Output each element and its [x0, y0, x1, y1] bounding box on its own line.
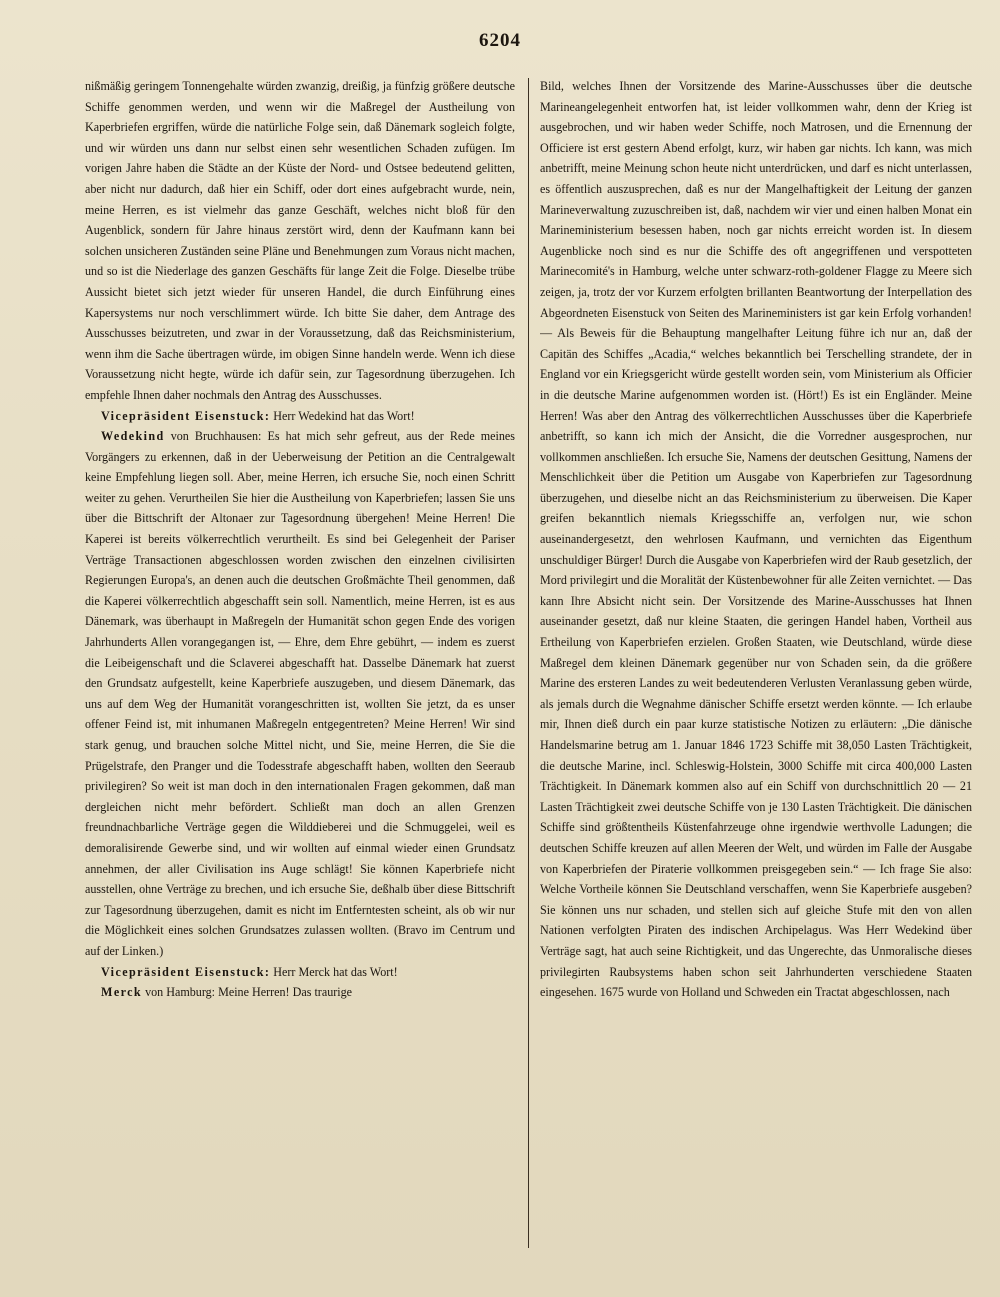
paragraph-text: Herr Wedekind hat das Wort!	[273, 408, 415, 423]
paragraph-text: nißmäßig geringem Tonnengehalte würden zwanzig, dreißig, ja fünfzig größere deutsche Schiffe genommen werden, und wenn wir die Maßregel der Austheilung von Kaperbriefen ergriffen, würde die natürliche Folge sein, daß Dänemark sogleich folgte, und wir würden uns dann nur selbst einen sehr wesentlichen Schaden zufügen. Im vorigen Jahre haben die Städte an der Küste der Nord- und Ostsee bedeutend gelitten, aber nicht nur dadurch, daß hier ein Schiff, oder dort eines aufgebracht wurde, nein, meine Herren, es ist vielmehr das ganze Geschäft, welches nicht bloß für den Augenblick, sondern für Jahre hinaus zerstört wird, denn der Kaufmann kann bei solchen unsicheren Zuständen seine Pläne und Benehmungen zum Voraus nicht machen, und so ist die Niederlage des ganzen Geschäfts für lange Zeit die Folge. Dieselbe trübe Aussicht bietet sich jetzt wieder für unseren Handel, die durch Einführung eines Kapersystems nur noch verschlimmert würde. Ich bitte Sie daher, dem Antrage des Ausschusses beizutreten, und zwar in der Voraussetzung, daß das Reichsministerium, wenn ihm die Sache übertragen würde, im obigen Sinne handeln werde. Wenn ich diese Voraussetzung nicht hegte, würde ich dafür sein, zur Tagesordnung überzugehen. Ich empfehle Ihnen daher nochmals den Antrag des Ausschusses.	[85, 79, 515, 402]
speaker-name: Merck	[101, 985, 143, 1000]
paragraph	[85, 426, 515, 961]
paragraph	[85, 76, 515, 406]
paragraph-text: Bild, welches Ihnen der Vorsitzende des Marine-Ausschusses über die deutsche Marineangelegenheit entworfen hat, ist leider vollkommen wahr, denn der Krieg ist ausgebrochen, und wir haben weder Schiffe, noch Matrosen, und die Ernennung der Officiere ist erst gestern Abend erfolgt, kurz, wir haben gar nichts. Ich kann, was mich anbetrifft, meine Meinung schon heute nicht unterdrücken, und darf es nicht unterlassen, es öffentlich auszusprechen, daß es nur der Mangelhaftigkeit der Leitung der ganzen Marineverwaltung zuzuschreiben ist, daß, nachdem wir vier und einen halben Monat ein Marineministerium besessen haben, noch gar nichts erreicht worden ist. In diesem Augenblicke noch sind es nur die Schiffe des oft angegriffenen und verspotteten Marinecomité's in Hamburg, welche unter schwarz-roth-goldener Flagge zu Meere sich zeigen, ja, trotz der vor Kurzem erfolgten brillanten Beantwortung der Interpellation des Abgeordneten Eisenstuck von Seiten des Marineministers ist gar kein Erfolg vorhanden! — Als Beweis für die Behauptung mangelhafter Leitung führe ich nur an, daß der Capitän des Schiffes „Acadia,“ welches bekanntlich bei Terschelling strandete, der in England vor ein Kriegsgericht würde gestellt worden sein, vom Ministerium als Officier in die deutsche Marine aufgenommen worden ist. (Hört!) Es ist ein Engländer. Meine Herren! Was aber den Antrag des völkerrechtlichen Ausschusses über die Kaperbriefe anbetrifft, so kann ich mich der Ansicht, die die Vorredner ausgesprochen, nur vollkommen anschließen. Ich ersuche Sie, Namens der deutschen Gesittung, Namens der Menschlichkeit über die Petition um Ausgabe von Kaperbriefen zur Tagesordnung überzugehen, und dieselbe nicht an das Reichsministerium zu überweisen. Die Kaper greifen bekanntlich niemals Kriegsschiffe an, verfolgen nur, wie schon auseinandergesetzt, den wehrlosen Kaufmann, und vernichten das Eigenthum unschuldiger Bürger! Durch die Ausgabe von Kaperbriefen wird der Raub gesetzlich, der Mord privilegirt und die Moralität der Küstenbewohner für alle Zeiten vernichtet. — Das kann Ihre Absicht nicht sein. Der Vorsitzende des Marine-Ausschusses hat Ihnen auseinander gesetzt, daß nur kleine Staaten, die geringen Handel haben, Vortheil aus Ertheilung von Kaperbriefen erzielen. Großen Staaten, wie Deutschland, würde diese Maßregel dem kleinen Dänemark gegenüber nur von Schaden sein, da die größere Marine des ersteren Landes zu weit bedeutenderen Verlusten Veranlassung geben würde, als jemals durch die Wegnahme dänischer Schiffe ersetzt werden könnte. — Ich erlaube mir, Ihnen dieß durch ein paar kurze statistische Notizen zu erläutern: „Die dänische Handelsmarine betrug am 1. Januar 1846 1723 Schiffe mit 38,050 Lasten Trächtigkeit, die deutsche Marine, incl. Schleswig-Holstein, 3000 Schiffe mit circa 400,000 Lasten Trächtigkeit. In Dänemark kommen also auf ein Schiff von durchschnittlich 20 — 21 Lasten Trächtigkeit zwei deutsche Schiffe von je 130 Lasten Trächtigkeit. Die dänischen Schiffe sind größtentheils Küstenfahrzeuge ohne irgendwie werthvolle Ladungen; die deutschen Schiffe kreuzen auf allen Meeren der Welt, und würden im Falle der Ausgabe von Kaperbriefen der Piraterie vollkommen preisgegeben sein.“ — Ich frage Sie also: Welche Vortheile können Sie Deutschland verschaffen, wenn Sie Kaperbriefe ausgeben? Sie können uns nur schaden, und stellen sich auf gleiche Stufe mit den von allen Nationen verfolgten Piraten des indischen Archipelagus. Was Herr Wedekind über Verträge sagt, hat auch seine Richtigkeit, und das Ungerechte, das Unmoralische dieses privilegirten Raubsystems haben schon seit Jahrhunderten verschiedene Staaten eingesehen. 1675 wurde von Holland und Schweden ein Tractat abgeschlossen, nach	[540, 79, 972, 1000]
paragraph	[85, 982, 515, 1003]
paragraph-text: Herr Merck hat das Wort!	[273, 964, 398, 979]
speaker-name: Vicepräsident Eisenstuck:	[101, 408, 271, 423]
right-column	[540, 76, 972, 1256]
page-number: 6204	[479, 30, 521, 51]
paragraph-text: von Hamburg: Meine Herren! Das traurige	[145, 985, 353, 1000]
paragraph	[85, 406, 515, 427]
paragraph	[540, 76, 972, 1003]
paragraph	[85, 962, 515, 983]
column-divider	[528, 78, 529, 1248]
speaker-name: Vicepräsident Eisenstuck:	[101, 964, 271, 979]
left-column	[85, 76, 515, 1256]
paragraph-text: von Bruchhausen: Es hat mich sehr gefreut, aus der Rede meines Vorgängers zu erkennen, daß in der Ueberweisung der Petition an die Centralgewalt keine Empfehlung liegen soll. Aber, meine Herren, ich ersuche Sie, noch einen Schritt weiter zu gehen. Verurtheilen Sie hier die Austheilung von Kaperbriefen; lassen Sie uns über die Bittschrift der Altonaer zur Tagesordnung übergehen! Meine Herren! Die Kaperei ist bereits völkerrechtlich verurtheilt. Es sind bei Gelegenheit der Pariser Verträge Transactionen abgeschlossen worden zwischen den einzelnen civilisirten Regierungen Europa's, an denen auch die deutschen Großmächte Theil genommen, daß die Kaperei völkerrechtlich abgeschafft sein soll. Namentlich, meine Herren, ist es aus Dänemark, was überhaupt in Maßregeln der Humanität schon gegen Ende des vorigen Jahrhunderts Allen vorangegangen ist, — Ehre, dem Ehre gebührt, — indem es zuerst die Leibeigenschaft und die Sclaverei abgeschafft hat. Dasselbe Dänemark hat zuerst den Grundsatz aufgestellt, keine Kaperbriefe auszugeben, und diesem Dänemark, das uns auf dem Weg der Humanität vorangeschritten ist, wollten Sie jetzt, da es unser offener Feind ist, mit inhumanen Maßregeln entgegentreten? Meine Herren! Wir sind stark genug, und brauchen solche Mittel nicht, und Sie, meine Herren, die Sie die Prügelstrafe, den Pranger und die Todesstrafe abgeschafft haben, wollten den Seeraub privilegiren? So weit ist man doch in den internationalen Fragen gekommen, daß man dergleichen nicht mehr befördert. Schließt man doch an allen Grenzen freundnachbarliche Verträge gegen die Wilddieberei und die Schmuggelei, weil es demoralisirende Gewerbe sind, und wir wollten auf einmal wieder einen Grundsatz annehmen, der aller Civilisation ins Auge schlägt! Sie können Kaperbriefe nicht ausstellen, ohne Verträge zu brechen, und ich ersuche Sie, deßhalb über diese Bittschrift zur Tagesordnung überzugehen, damit es nicht im Entferntesten scheint, als ob wir nur die Möglichkeit eines solchen Grundsatzes zulassen wollten. (Bravo im Centrum und auf der Linken.)	[85, 429, 515, 958]
speaker-name: Wedekind	[101, 429, 165, 444]
